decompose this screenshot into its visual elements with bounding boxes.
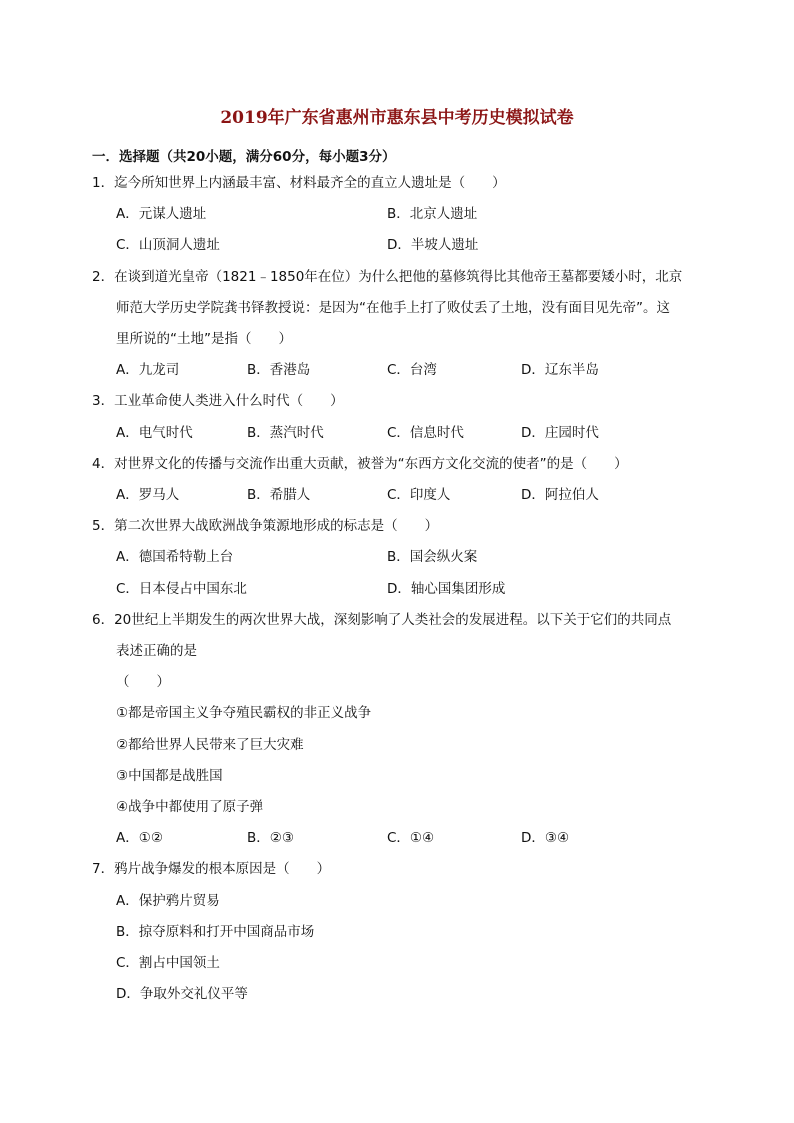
question-2-line-1: 2．在谈到道光皇帝（1821﹣1850年在位）为什么把他的墓修筑得比其他帝王墓都要矮小时，北京 bbox=[92, 269, 683, 285]
exam-title: 2019年广东省惠州市惠东县中考历史模拟试卷 bbox=[220, 108, 574, 128]
q3-option-b: B．蒸汽时代 bbox=[247, 425, 324, 441]
q1-option-d: D．半坡人遗址 bbox=[387, 237, 479, 253]
question-6-line-2: 表述正确的是 bbox=[116, 643, 197, 659]
q2-option-d: D．辽东半岛 bbox=[521, 362, 599, 378]
question-3-stem: 3．工业革命使人类进入什么时代（ ） bbox=[92, 393, 344, 409]
q6-statement-3: ③中国都是战胜国 bbox=[116, 768, 223, 784]
q4-option-c: C．印度人 bbox=[387, 487, 451, 503]
q1-option-a: A．元谋人遗址 bbox=[116, 206, 207, 222]
q5-option-d: D．轴心国集团形成 bbox=[387, 581, 506, 597]
q4-option-a: A．罗马人 bbox=[116, 487, 180, 503]
q2-option-b: B．香港岛 bbox=[247, 362, 311, 378]
q2-option-a: A．九龙司 bbox=[116, 362, 180, 378]
q6-option-a: A．①② bbox=[116, 830, 163, 846]
q3-option-c: C．信息时代 bbox=[387, 425, 464, 441]
question-7-stem: 7．鸦片战争爆发的根本原因是（ ） bbox=[92, 861, 331, 877]
q3-option-d: D．庄园时代 bbox=[521, 425, 599, 441]
section-heading: 一．选择题（共20小题，满分60分，每小题3分） bbox=[92, 149, 396, 165]
q6-option-c: C．①④ bbox=[387, 830, 435, 846]
q4-option-b: B．希腊人 bbox=[247, 487, 311, 503]
q1-option-b: B．北京人遗址 bbox=[387, 206, 478, 222]
question-2-line-3: 里所说的“土地”是指（ ） bbox=[116, 331, 292, 347]
question-4-stem: 4．对世界文化的传播与交流作出重大贡献，被誉为“东西方文化交流的使者”的是（ ） bbox=[92, 456, 628, 472]
question-1-stem: 1．迄今所知世界上内涵最丰富、材料最齐全的直立人遗址是（ ） bbox=[92, 175, 506, 191]
q7-option-a: A．保护鸦片贸易 bbox=[116, 893, 220, 909]
q4-option-d: D．阿拉伯人 bbox=[521, 487, 599, 503]
q7-option-b: B．掠夺原料和打开中国商品市场 bbox=[116, 924, 315, 940]
q5-option-c: C．日本侵占中国东北 bbox=[116, 581, 247, 597]
q7-option-d: D．争取外交礼仪平等 bbox=[116, 986, 248, 1002]
q6-option-b: B．②③ bbox=[247, 830, 294, 846]
q6-option-d: D．③④ bbox=[521, 830, 570, 846]
q6-statement-2: ②都给世界人民带来了巨大灾难 bbox=[116, 737, 304, 753]
question-6-line-3: （ ） bbox=[116, 674, 170, 690]
q5-option-a: A．德国希特勒上台 bbox=[116, 549, 234, 565]
q3-option-a: A．电气时代 bbox=[116, 425, 193, 441]
q6-statement-4: ④战争中都使用了原子弹 bbox=[116, 799, 264, 815]
q6-statement-1: ①都是帝国主义争夺殖民霸权的非正义战争 bbox=[116, 705, 372, 721]
q2-option-c: C．台湾 bbox=[387, 362, 437, 378]
q7-option-c: C．割占中国领土 bbox=[116, 955, 220, 971]
question-2-line-2: 师范大学历史学院龚书铎教授说：是因为“在他手上打了败仗丢了土地，没有面目见先帝”。这 bbox=[116, 300, 670, 316]
q5-option-b: B．国会纵火案 bbox=[387, 549, 478, 565]
q1-option-c: C．山顶洞人遗址 bbox=[116, 237, 220, 253]
question-5-stem: 5．第二次世界大战欧洲战争策源地形成的标志是（ ） bbox=[92, 518, 439, 534]
question-6-line-1: 6．20世纪上半期发生的两次世界大战，深刻影响了人类社会的发展进程。以下关于它们的共同点 bbox=[92, 612, 672, 628]
